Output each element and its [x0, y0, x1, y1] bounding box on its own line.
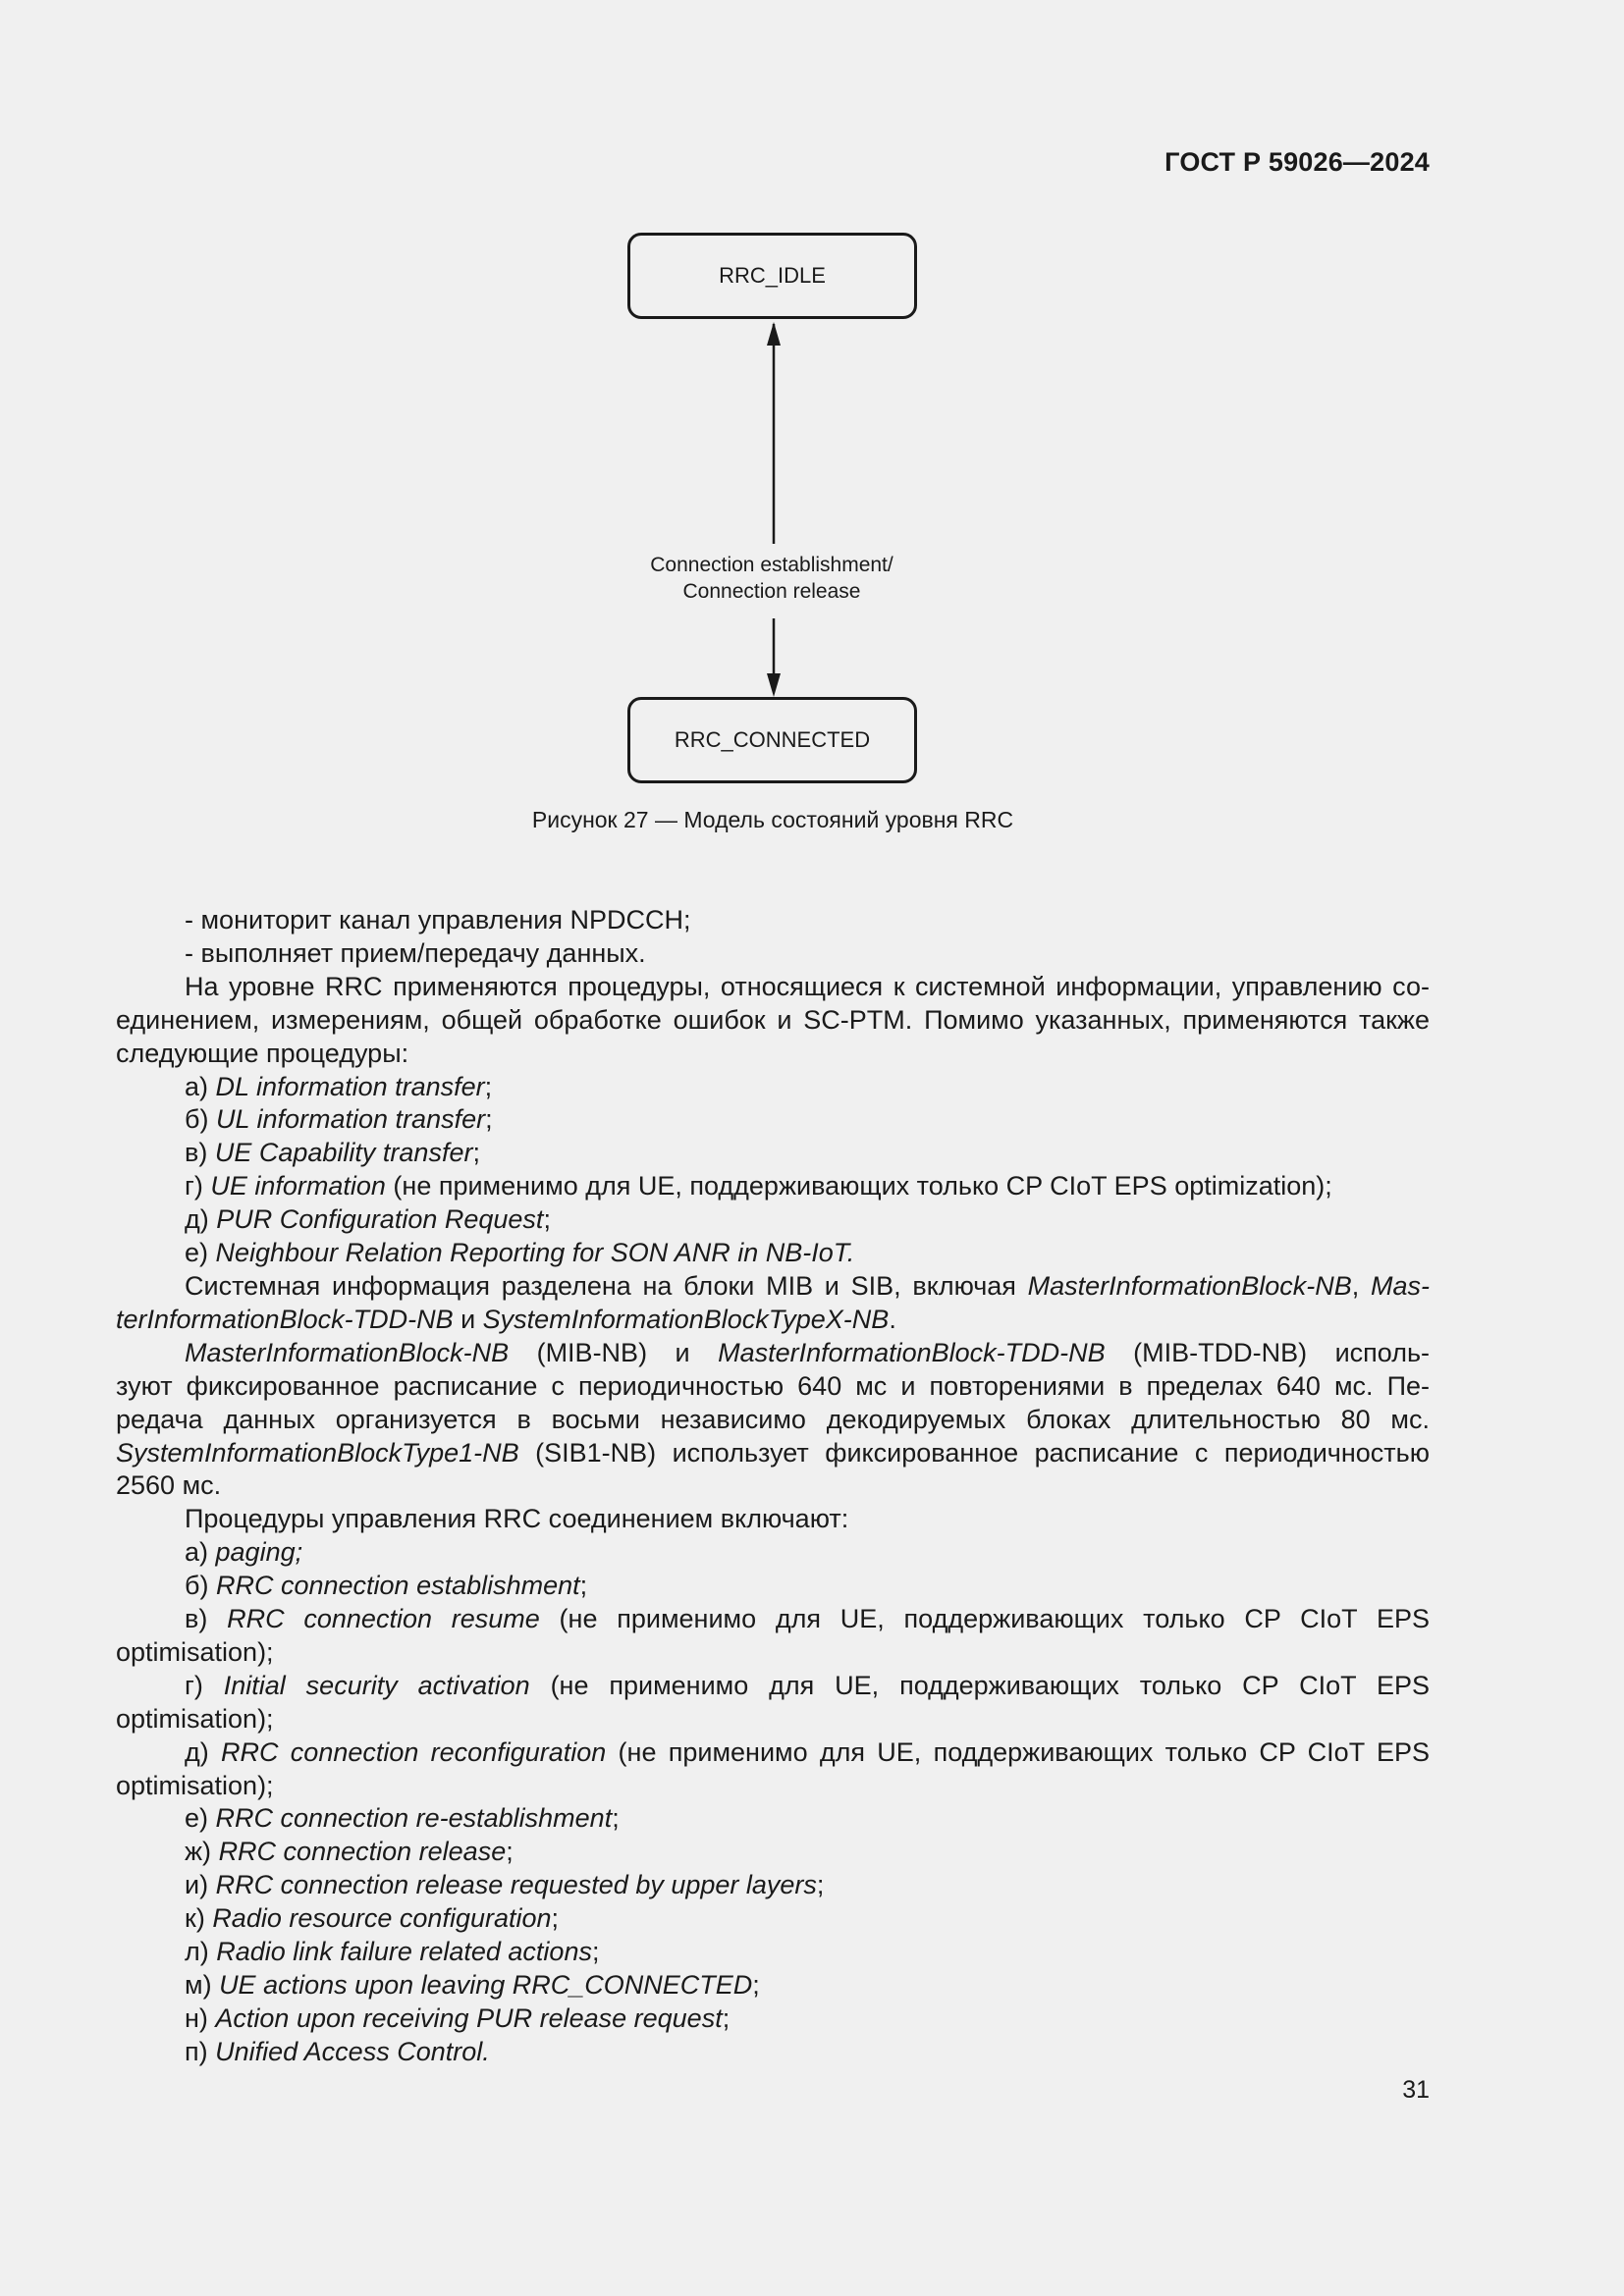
- paragraph-line: SystemInformationBlockType1-NB (SIB1-NB) использует фиксированное расписание с периодичностью: [116, 1437, 1430, 1468]
- list-item: - мониторит канал управления NPDCCH;: [185, 905, 691, 934]
- paragraph-line: На уровне RRC применяются процедуры, относящиеся к системной информации, управлению со-: [185, 971, 1430, 1001]
- list-item: б) RRC connection establishment;: [185, 1571, 588, 1601]
- body-text: [116, 904, 1430, 2069]
- arrowhead-down: [767, 673, 781, 697]
- state-rrc-idle-label: RRC_IDLE: [719, 263, 826, 288]
- paragraph-line: Процедуры управления RRC соединением включают:: [185, 1504, 849, 1534]
- paragraph-line: 2560 мс.: [116, 1470, 222, 1501]
- list-item: - выполняет прием/передачу данных.: [185, 937, 646, 968]
- document-header: ГОСТ Р 59026—2024: [1164, 147, 1430, 177]
- list-item-continuation: optimisation);: [116, 1703, 274, 1734]
- rrc-state-diagram: [0, 0, 1624, 883]
- list-item: а) DL information transfer;: [185, 1071, 493, 1101]
- transition-label-line2: Connection release: [682, 580, 861, 603]
- list-item: п) Unified Access Control.: [185, 2036, 490, 2066]
- list-item-continuation: optimisation);: [116, 1636, 274, 1667]
- list-item-continuation: optimisation);: [116, 1770, 274, 1800]
- list-item: д) PUR Configuration Request;: [185, 1204, 551, 1235]
- list-item: а) paging;: [185, 1537, 303, 1568]
- paragraph-line: редача данных организуется в восьми независимо декодируемых блоках длительностью 80 мс.: [116, 1404, 1430, 1434]
- arrowhead-up: [767, 322, 781, 346]
- list-item: г) UE information (не применимо для UE, поддерживающих только CP CIoT EPS optimization);: [185, 1171, 1332, 1201]
- state-rrc-connected: [627, 697, 917, 783]
- paragraph-line: Системная информация разделена на блоки MIB и SIB, включая MasterInformationBlock-NB, Mas-: [185, 1270, 1430, 1301]
- transition-label: [575, 552, 968, 605]
- page-number: 31: [1402, 2076, 1430, 2104]
- list-item: к) Radio resource configuration;: [185, 1903, 560, 1934]
- list-item: л) Radio link failure related actions;: [185, 1937, 600, 1967]
- list-item: н) Action upon receiving PUR release request;: [185, 2002, 731, 2033]
- list-item: е) Neighbour Relation Reporting for SON ANR in NB-IoT.: [185, 1238, 855, 1268]
- paragraph-line: MasterInformationBlock-NB (MIB-NB) и MasterInformationBlock-TDD-NB (MIB-TDD-NB) исполь-: [185, 1337, 1431, 1367]
- list-item: в) RRC connection resume (не применимо для UE, поддерживающих только CP CIoT EPS: [185, 1604, 1430, 1634]
- list-item: и) RRC connection release requested by upper layers;: [185, 1870, 825, 1900]
- state-rrc-connected-label: RRC_CONNECTED: [674, 727, 871, 752]
- figure-caption: Рисунок 27 — Модель состояний уровня RRC: [531, 807, 1014, 832]
- list-item: д) RRC connection reconfiguration (не применимо для UE, поддерживающих только CP CIoT EPS: [185, 1736, 1430, 1767]
- list-item: е) RRC connection re-establishment;: [185, 1803, 620, 1834]
- list-item: в) UE Capability transfer;: [185, 1138, 480, 1168]
- list-item: м) UE actions upon leaving RRC_CONNECTED;: [185, 1970, 760, 2000]
- transition-label-line1: Connection establishment/: [650, 554, 893, 576]
- list-item: г) Initial security activation (не применимо для UE, поддерживающих только CP CIoT EPS: [185, 1670, 1431, 1700]
- transition-arrows: [746, 314, 805, 702]
- list-item: б) UL information transfer;: [185, 1104, 493, 1135]
- state-rrc-idle: [627, 233, 917, 319]
- paragraph-line: зуют фиксированное расписание с периодичностью 640 мс и повторениями в пределах 640 мс. Пе-: [116, 1370, 1430, 1401]
- paragraph-line: единением, измерениям, общей обработке ошибок и SC-PTM. Помимо указанных, применяются также: [116, 1004, 1430, 1035]
- paragraph-line: следующие процедуры:: [116, 1038, 409, 1068]
- list-item: ж) RRC connection release;: [185, 1837, 514, 1867]
- paragraph-line: terInformationBlock-TDD-NB и SystemInformationBlockTypeX-NB.: [116, 1304, 896, 1334]
